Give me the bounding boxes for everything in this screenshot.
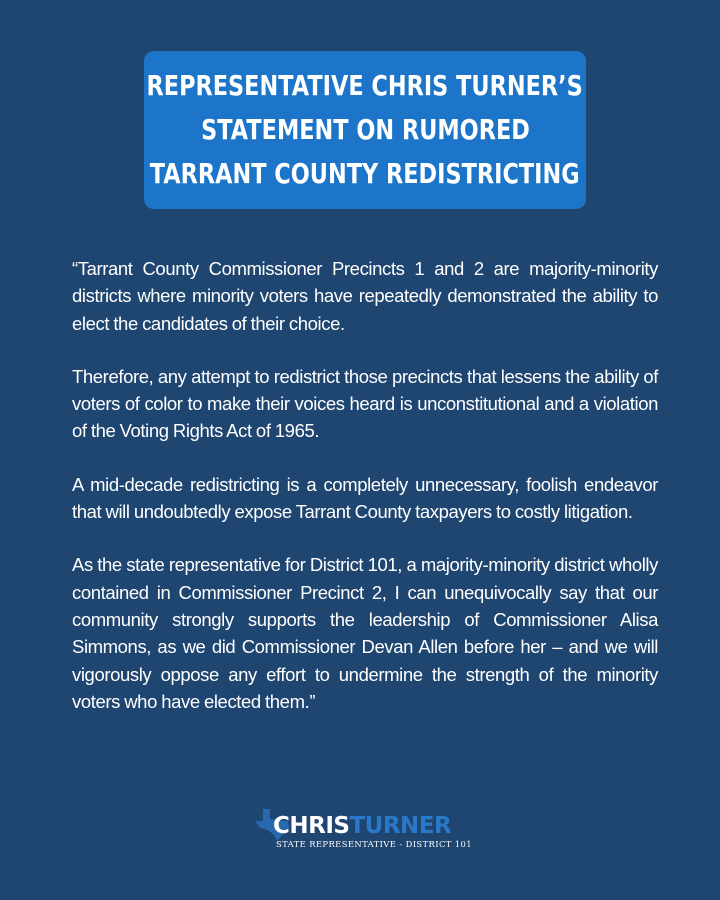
statement-body: [72, 255, 658, 741]
logo-first-name: CHRIS: [273, 813, 350, 839]
statement-paragraph-2: Therefore, any attempt to redistrict those precincts that lessens the ability of voters of color to make their voices heard is unconstitutional and a violation of the Voting Rights Act of 1965.: [72, 365, 658, 442]
title-line-2: STATEMENT ON RUMORED: [200, 113, 530, 146]
logo-last-name: TURNER: [349, 813, 452, 839]
statement-paragraph-1: “Tarrant County Commissioner Precincts 1 and 2 are majority-minority districts where minority voters have repeatedly demonstrated the ability to elect the candidates of their choice.: [72, 258, 658, 334]
statement-paragraph-3: A mid-decade redistricting is a completely unnecessary, foolish endeavor that will undoubtedly expose Tarrant County taxpayers to costly litigation.: [72, 473, 658, 523]
title-line-1: REPRESENTATIVE CHRIS TURNER’S: [146, 69, 584, 102]
title-banner: [144, 51, 586, 209]
chris-turner-logo: [255, 808, 470, 853]
title-line-3: TARRANT COUNTY REDISTRICTING: [150, 157, 580, 190]
logo-subtitle: STATE REPRESENTATIVE - DISTRICT 101: [276, 839, 472, 849]
statement-paragraph-4: As the state representative for District 101, a majority-minority district wholly contained in Commissioner Precinct 2, I can unequivocally say that our community strongly supports the leadership of Commissioner Alisa Simmons, as we did Commissioner Devan Allen before her – and we will vigorously oppose any effort to undermine the strength of the minority voters who have elected them.”: [72, 554, 658, 712]
logo-name: [273, 813, 451, 839]
